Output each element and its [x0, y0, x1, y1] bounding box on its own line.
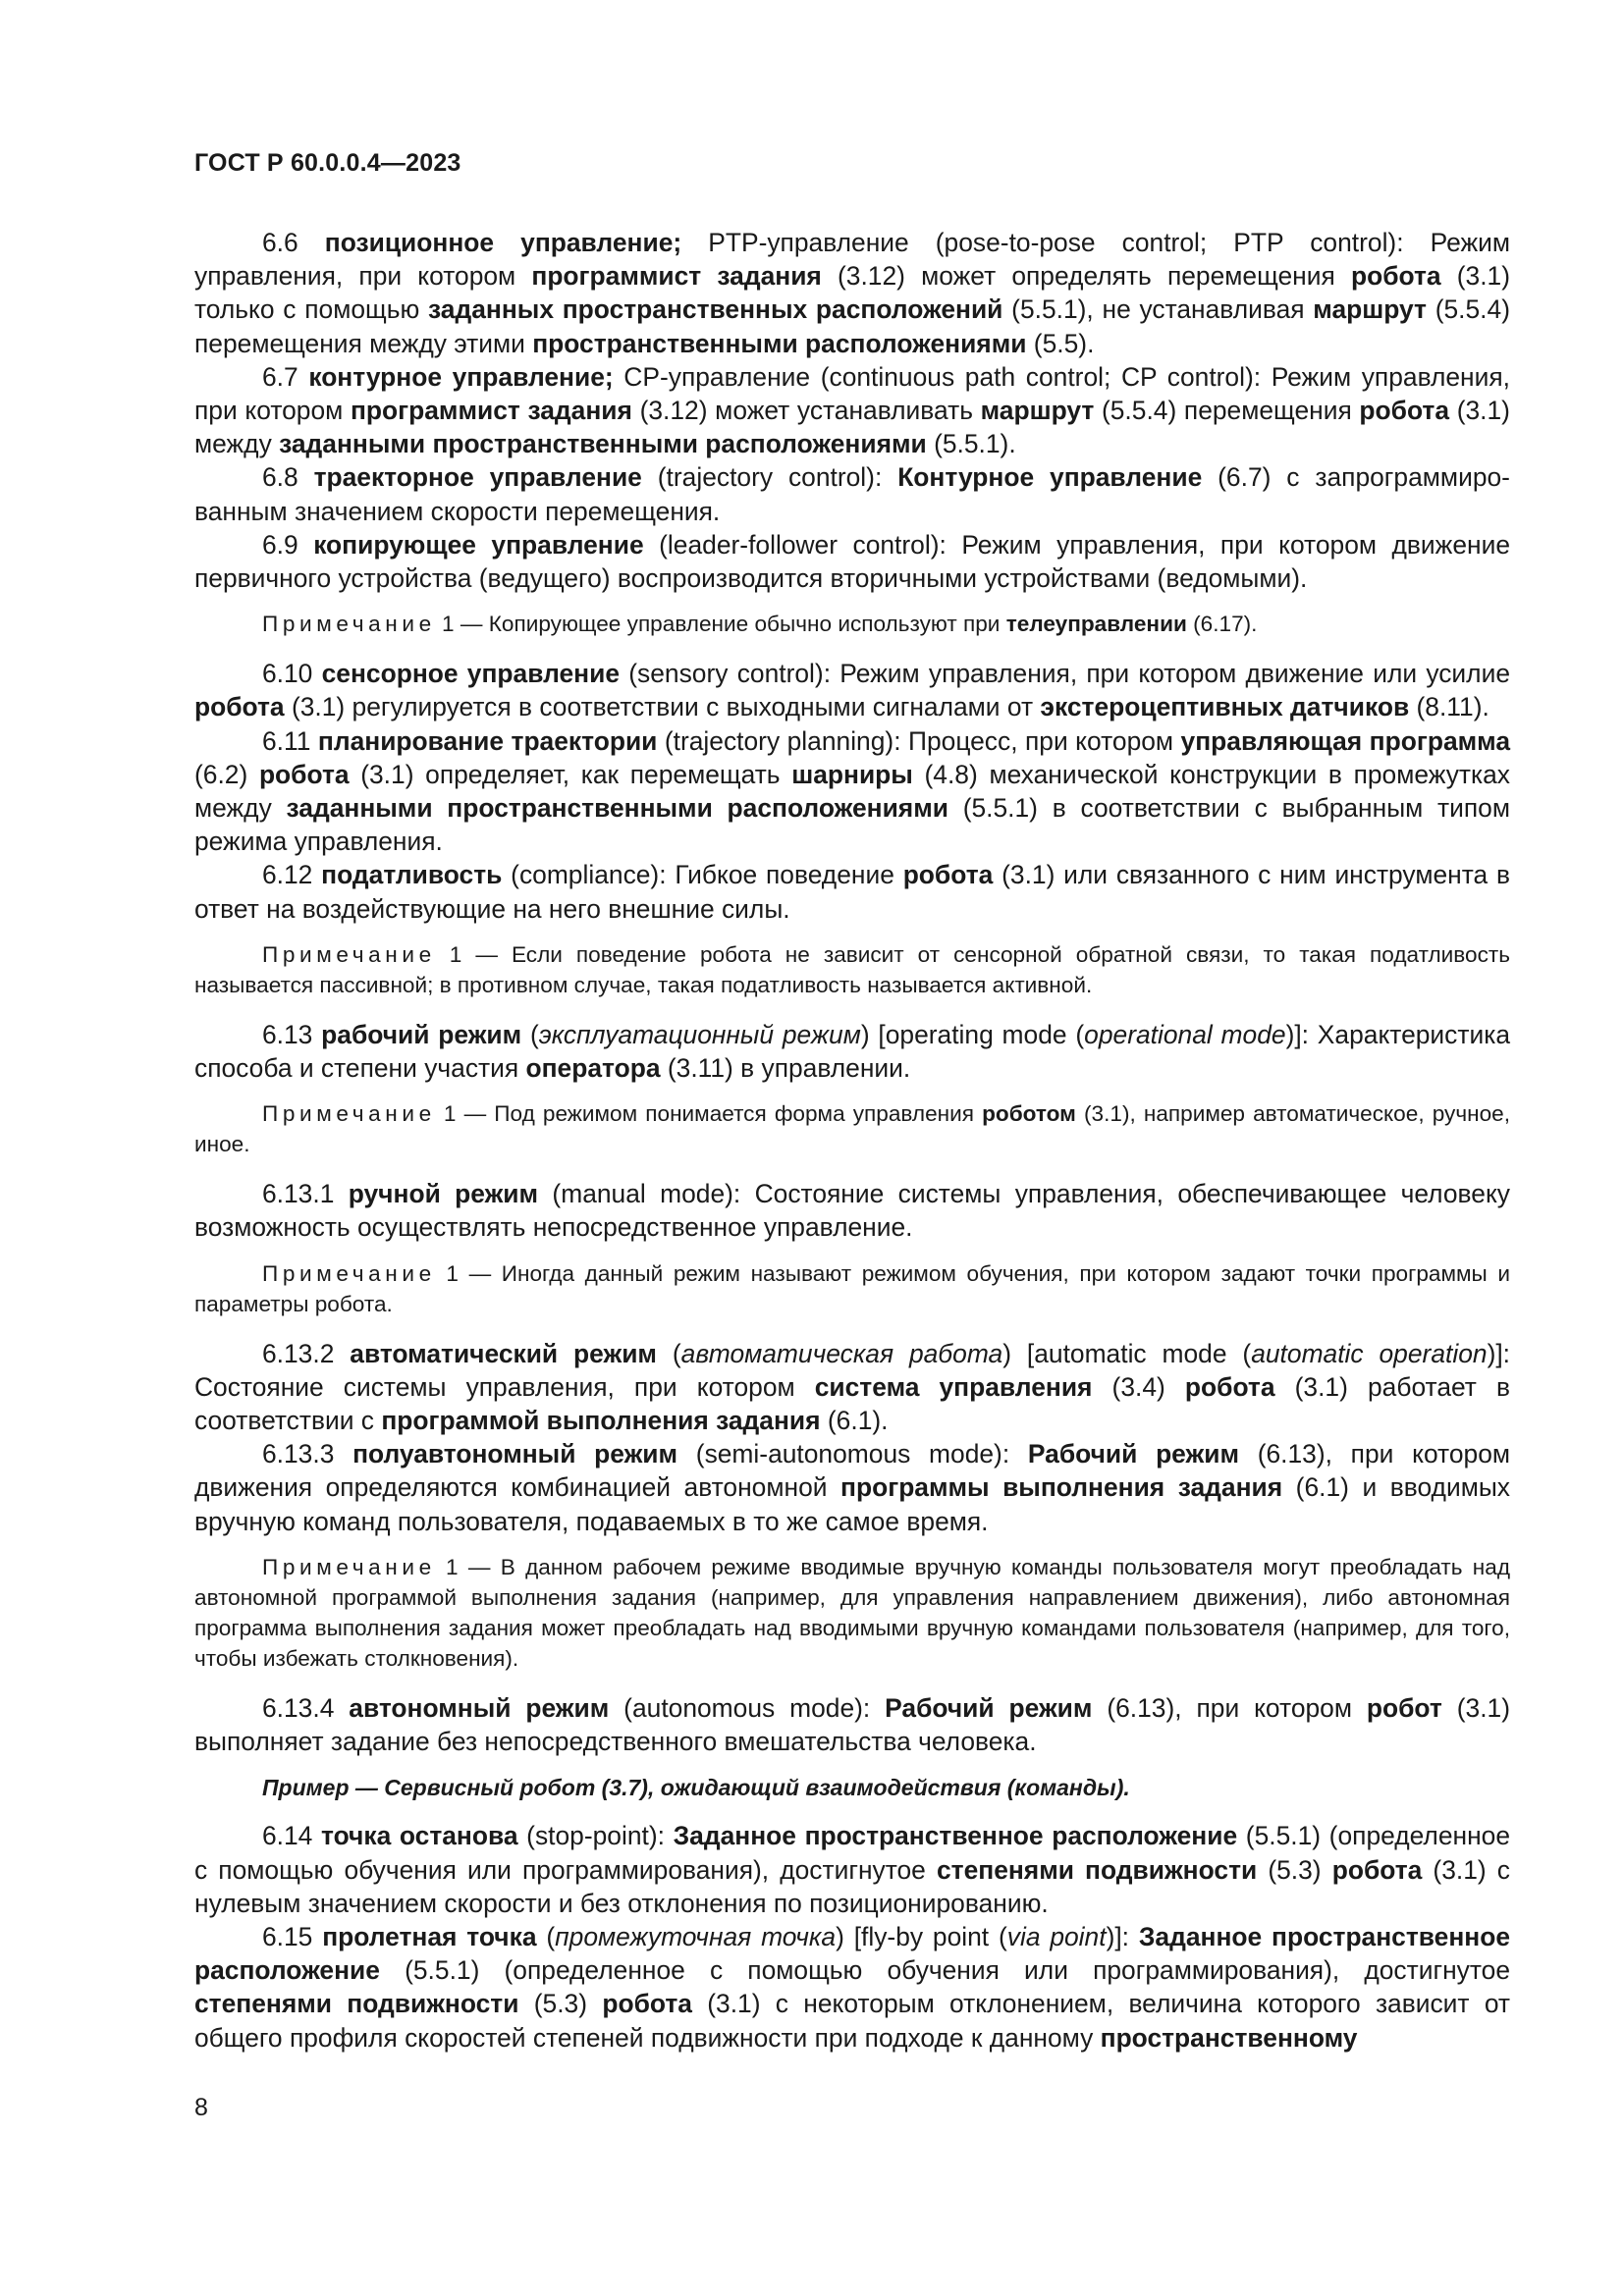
note-paragraph [194, 1098, 1510, 1159]
body-text: (6.17). [1186, 612, 1258, 637]
term-text: заданными пространственными расположениями [279, 429, 927, 459]
body-text: )]: [1106, 1921, 1139, 1951]
body-text: ( [521, 1019, 539, 1049]
definition-paragraph [194, 657, 1510, 723]
term-text: маршрут [1313, 294, 1427, 325]
body-text: (5.5.1) (определенное с помощью обучения или программирования), достигнутое [379, 1955, 1510, 1986]
term-text: Контурное управление [897, 462, 1203, 493]
body-text: 1 — Если поведение робота не зависит от сенсорной обратной связи, то такая податливость называется пассивной; в противном случае, такая податливость называется активной. [194, 941, 1510, 997]
term-text: управляющая программа [1180, 725, 1510, 756]
definition-paragraph [194, 1177, 1510, 1244]
body-text: ) [automatic mode ( [1002, 1338, 1252, 1368]
definition-paragraph [194, 226, 1510, 360]
body-text: 1 — Под режимом понимается форма управления [435, 1101, 983, 1127]
body-text: (3.11) в управлении. [660, 1053, 911, 1084]
note-paragraph [194, 609, 1510, 639]
body-text: 6.13.2 [262, 1338, 351, 1368]
term-text: степенями подвижности [936, 1854, 1258, 1885]
body-text: (3.1) определяет, как перемещать [349, 759, 792, 789]
term-text: телеуправлении [1005, 612, 1187, 637]
term-text: программист задания [531, 261, 822, 292]
italic-text: operational mode [1084, 1019, 1286, 1049]
example-paragraph [194, 1772, 1510, 1803]
definition-paragraph [194, 1018, 1510, 1085]
note-label: Примечание [262, 1260, 436, 1286]
italic-text: промежуточная точка [555, 1921, 837, 1951]
body-text: )]: Состояние системы управления, при котором [194, 1338, 1511, 1402]
body-text: (trajectory planning): Процесс, при котором [657, 725, 1181, 756]
body-text: (compliance): Гибкое поведение [502, 860, 903, 890]
italic-text: эксплуатационный режим [538, 1019, 861, 1049]
term-text: полуавтономный режим [352, 1439, 678, 1469]
note-paragraph [194, 1552, 1510, 1674]
definition-paragraph [194, 1920, 1510, 2055]
body-text: (6.7) с запрограммированным значением скорости перемещения. [194, 462, 1510, 526]
body-text: (3.1) с нулевым значением скорости и без отклонения по позиционированию. [194, 1854, 1510, 1918]
term-text: робота [1359, 396, 1450, 426]
body-text: 6.13.1 [262, 1179, 349, 1209]
italic-text: автоматическая работа [680, 1338, 1003, 1368]
body-text: PTP-управление (pose-to-pose control; PTP control): Режим управления, при котором [194, 228, 1510, 292]
term-text: Заданное пространственное расположение [194, 1921, 1511, 1986]
body-text: (6.1) и вводимых вручную команд пользователя, подаваемых в то же самое время. [194, 1472, 1510, 1536]
body-text: (3.1) или связанного с ним инструмента в ответ на воздействующие на него внешние силы. [194, 860, 1510, 924]
term-text: маршрут [980, 396, 1095, 426]
term-text: оператора [525, 1053, 661, 1084]
body-text: (trajectory control): [641, 462, 898, 493]
italic-text: via point [1006, 1921, 1107, 1951]
body-text: CP-управление (continuous path control; CP control): Режим управления, при котором [194, 361, 1510, 426]
term-text: программой выполнения задания [381, 1406, 821, 1436]
note-paragraph [194, 939, 1510, 1000]
body-text: (5.3) [1257, 1854, 1332, 1885]
body-text: (leader-follower control): Режим управления, при котором движение первичного устройства (ведущего) воспроизводится вторичными устройствами (ведомыми). [194, 529, 1510, 594]
term-text: автономный режим [349, 1692, 610, 1723]
note-label: Примечание [262, 941, 436, 967]
term-text: автоматический режим [350, 1338, 657, 1368]
term-text: контурное управление; [308, 361, 614, 392]
italic-text: automatic operation [1251, 1338, 1488, 1368]
term-text: Рабочий режим [885, 1692, 1093, 1723]
body-text: (6.1). [820, 1406, 889, 1436]
body-text: 6.8 [262, 462, 314, 493]
term-text: робота [1350, 261, 1441, 292]
body-text: (5.5.1). [926, 429, 1016, 459]
body-text: 1 — Иногда данный режим называют режимом обучения, при котором задают точки программы и параметры робота. [194, 1260, 1510, 1316]
term-text: робота [902, 860, 994, 890]
body-text: (3.12) может определять перемещения [821, 261, 1351, 292]
body-text: (5.5.1), не устанавливая [1002, 294, 1314, 325]
body-text: (4.8) механической конструкции в промежутках между [194, 759, 1510, 824]
body-text: (semi-autonomous mode): [677, 1439, 1028, 1469]
term-text: пролетная точка [322, 1921, 537, 1951]
note-label: Примечание [262, 1554, 436, 1579]
body-text: (sensory control): Режим управления, при котором движение или усилие [620, 659, 1510, 689]
term-text: программы выполнения задания [840, 1472, 1283, 1503]
body-text: (autonomous mode): [609, 1692, 886, 1723]
body-text: 6.11 [262, 725, 318, 756]
body-text: (3.1) с некоторым отклонением, величина которого зависит от общего профиля скоростей степеней подвижности при подходе к данному [194, 1989, 1510, 2053]
body-text: (3.1) регулируется в соответствии с выходными сигналами от [284, 692, 1041, 722]
term-text: рабочий режим [321, 1019, 522, 1049]
body-text: ( [656, 1338, 681, 1368]
note-label: Примечание [262, 1101, 436, 1127]
term-text: пространственному [1100, 2022, 1358, 2053]
term-text: копирующее управление [313, 529, 644, 560]
body-text: 6.10 [262, 659, 322, 689]
term-text: робота [258, 759, 350, 789]
term-text: позиционное управление; [324, 228, 682, 257]
body-text: 6.9 [262, 529, 314, 560]
body-text: ) [operating mode ( [860, 1019, 1085, 1049]
body-text: ) [fly-by point ( [836, 1921, 1007, 1951]
term-text: точка останова [321, 1821, 518, 1851]
body-text: (stop-point): [517, 1821, 674, 1851]
definition-paragraph [194, 1691, 1510, 1758]
body-text: Пример — Сервисный робот (3.7), ожидающий взаимодействия (команды). [262, 1775, 1130, 1801]
term-text: робота [1331, 1854, 1423, 1885]
page-number: 8 [194, 2094, 208, 2121]
term-text: Заданное пространственное расположение [673, 1821, 1238, 1851]
body-text: (3.1) только с помощью [194, 261, 1510, 325]
term-text: программист задания [350, 396, 632, 426]
body-text: 6.14 [262, 1821, 321, 1851]
body-text: (5.5.1) (определенное с помощью обучения или программирования), достигнутое [194, 1821, 1510, 1885]
definition-paragraph [194, 460, 1510, 527]
term-text: планирование траектории [317, 725, 658, 756]
term-text: робота [1184, 1371, 1275, 1402]
body-text: (6.2) [194, 759, 259, 789]
term-text: система управления [814, 1371, 1093, 1402]
body-text: (3.1), например автоматическое, ручное, иное. [194, 1101, 1510, 1157]
body-text: ( [536, 1921, 556, 1951]
body-text: (6.13), при котором [1092, 1692, 1367, 1723]
term-text: робота [602, 1989, 692, 2019]
term-text: экстероцептивных датчиков [1040, 692, 1410, 722]
body-text: 6.6 [262, 228, 325, 257]
body-text: (3.12) может устанавливать [631, 396, 981, 426]
definition-paragraph [194, 1437, 1510, 1538]
body-text: (5.5). [1026, 328, 1095, 358]
term-text: робот [1366, 1692, 1442, 1723]
body-text: (6.13), при котором движения определяются комбинацией автономной [194, 1439, 1511, 1503]
body-text: (5.5.4) перемещения [1094, 396, 1360, 426]
definition-paragraph [194, 1819, 1510, 1920]
body-text: (5.5.4) перемещения между этими [194, 294, 1510, 358]
term-text: Рабочий режим [1027, 1439, 1239, 1469]
body-text: (3.1) работает в соответствии с [194, 1371, 1511, 1436]
body-text: 6.12 [262, 860, 322, 890]
note-label: Примечание [262, 612, 436, 637]
body-text: 6.7 [262, 361, 309, 392]
body-text: (5.5.1) в соответствии с выбранным типом режима управления. [194, 793, 1510, 857]
term-text: ручной режим [348, 1179, 539, 1209]
body-text: 6.13.3 [262, 1439, 353, 1469]
term-text: робота [194, 692, 285, 722]
term-text: заданными пространственными расположениями [286, 793, 948, 824]
term-text: роботом [982, 1101, 1076, 1127]
body-text: (5.3) [518, 1989, 603, 2019]
term-text: шарниры [791, 759, 913, 789]
body-text: (3.1) выполняет задание без непосредственного вмешательства человека. [194, 1692, 1510, 1757]
body-text: 1 — В данном рабочем режиме вводимые вручную команды пользователя могут преобладать над автономной программой выполнения задания (например, для управления направлением движения), либо автономная программа выполнения задания может преобладать над вводимыми вручную командами пользователя (например, для того, чтобы избежать столкновения). [194, 1554, 1510, 1671]
body-text: 6.13 [262, 1019, 322, 1049]
term-text: сенсорное управление [321, 659, 621, 689]
note-paragraph [194, 1258, 1510, 1319]
definition-paragraph [194, 724, 1510, 859]
body-text: (8.11). [1409, 692, 1489, 722]
definition-paragraph [194, 528, 1510, 595]
document-body [194, 226, 1510, 2055]
definition-paragraph [194, 1337, 1510, 1438]
term-text: пространственными расположениями [532, 328, 1027, 358]
body-text: 1 — Копирующее управление обычно используют при [435, 612, 1006, 637]
body-text: (3.1) между [194, 396, 1510, 459]
body-text: 6.15 [262, 1921, 323, 1951]
body-text: 6.13.4 [262, 1692, 350, 1723]
term-text: степенями подвижности [194, 1989, 519, 2019]
body-text: (3.4) [1092, 1371, 1185, 1402]
term-text: заданных пространственных расположений [428, 294, 1003, 325]
document-header: ГОСТ Р 60.0.0.4—2023 [194, 149, 461, 177]
term-text: траекторное управление [313, 462, 642, 493]
body-text: (manual mode): Состояние системы управления, обеспечивающее человеку возможность осуществлять непосредственное управление. [194, 1179, 1510, 1243]
term-text: податливость [321, 860, 503, 890]
body-text: )]: Характеристика способа и степени участия [194, 1019, 1510, 1084]
definition-paragraph [194, 858, 1510, 925]
definition-paragraph [194, 360, 1510, 461]
